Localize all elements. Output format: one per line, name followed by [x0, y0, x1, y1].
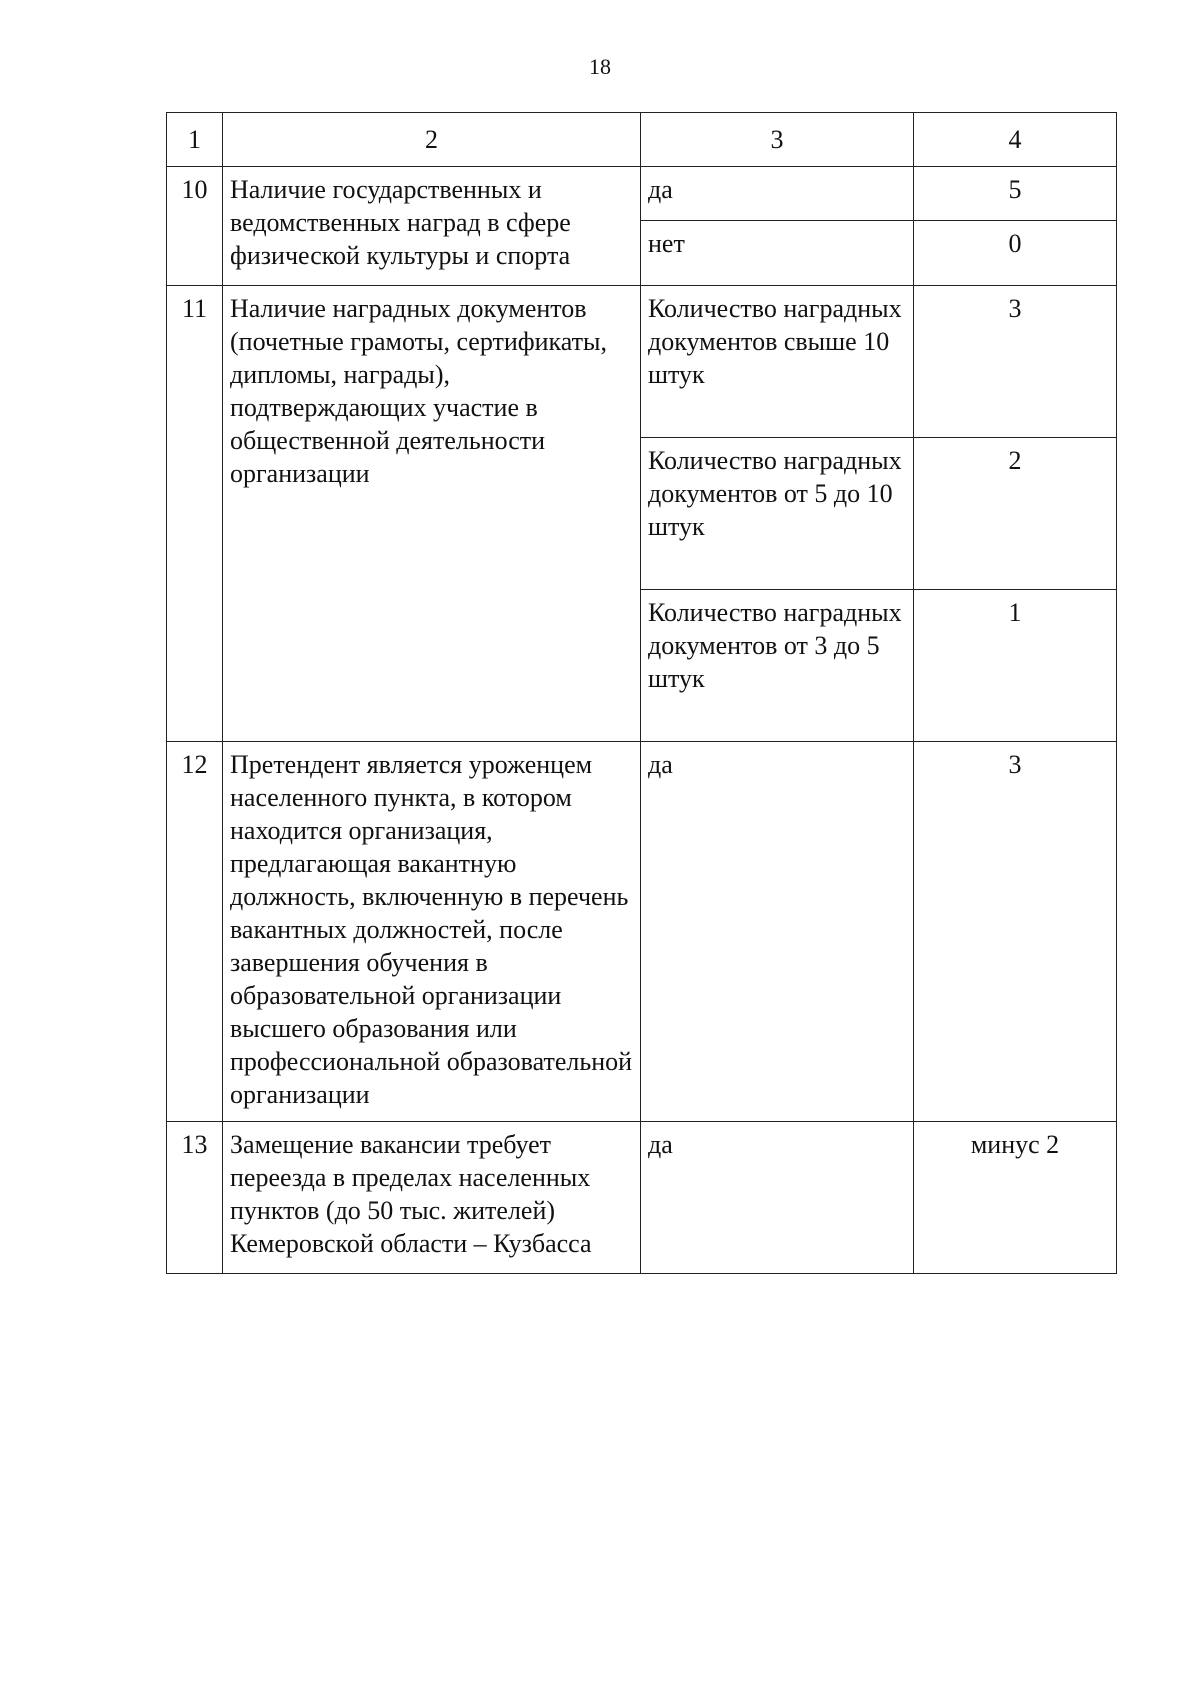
row-number: 10 — [167, 167, 223, 286]
condition-text: да — [641, 1122, 914, 1274]
row-number: 12 — [167, 742, 223, 1122]
row-number: 13 — [167, 1122, 223, 1274]
score-value: 1 — [914, 590, 1117, 742]
criterion-text: Наличие государственных и ведомственных наград в сфере физической культуры и спорта — [223, 167, 641, 286]
table-row — [167, 167, 1117, 221]
table-row — [167, 1122, 1117, 1274]
column-header: 3 — [641, 113, 914, 167]
condition-text: нет — [641, 221, 914, 286]
condition-text: Количество наградных документов от 3 до 5 штук — [641, 590, 914, 742]
column-header: 4 — [914, 113, 1117, 167]
score-value: 3 — [914, 286, 1117, 438]
criterion-text: Замещение вакансии требует переезда в пределах населенных пунктов (до 50 тыс. жителей) Кемеровской области – Кузбасса — [223, 1122, 641, 1274]
condition-text: да — [641, 742, 914, 1122]
row-number: 11 — [167, 286, 223, 742]
condition-text: Количество наградных документов от 5 до 10 штук — [641, 438, 914, 590]
table-row — [167, 286, 1117, 438]
score-value: 2 — [914, 438, 1117, 590]
criterion-text: Наличие наградных документов (почетные грамоты, сертификаты, дипломы, награды), подтверждающих участие в общественной деятельности организации — [223, 286, 641, 742]
score-value: 3 — [914, 742, 1117, 1122]
column-header: 2 — [223, 113, 641, 167]
criterion-text: Претендент является уроженцем населенного пункта, в котором находится организация, предлагающая вакантную должность, включенную в перечень вакантных должностей, после завершения обучения в образовательной организации высшего образования или профессиональной образовательной организации — [223, 742, 641, 1122]
table-row — [167, 742, 1117, 1122]
column-header: 1 — [167, 113, 223, 167]
criteria-table — [166, 112, 1117, 1274]
page-number: 18 — [589, 54, 611, 79]
score-value: минус 2 — [914, 1122, 1117, 1274]
score-value: 5 — [914, 167, 1117, 221]
condition-text: Количество наградных документов свыше 10 штук — [641, 286, 914, 438]
score-value: 0 — [914, 221, 1117, 286]
table-header-row — [167, 113, 1117, 167]
condition-text: да — [641, 167, 914, 221]
